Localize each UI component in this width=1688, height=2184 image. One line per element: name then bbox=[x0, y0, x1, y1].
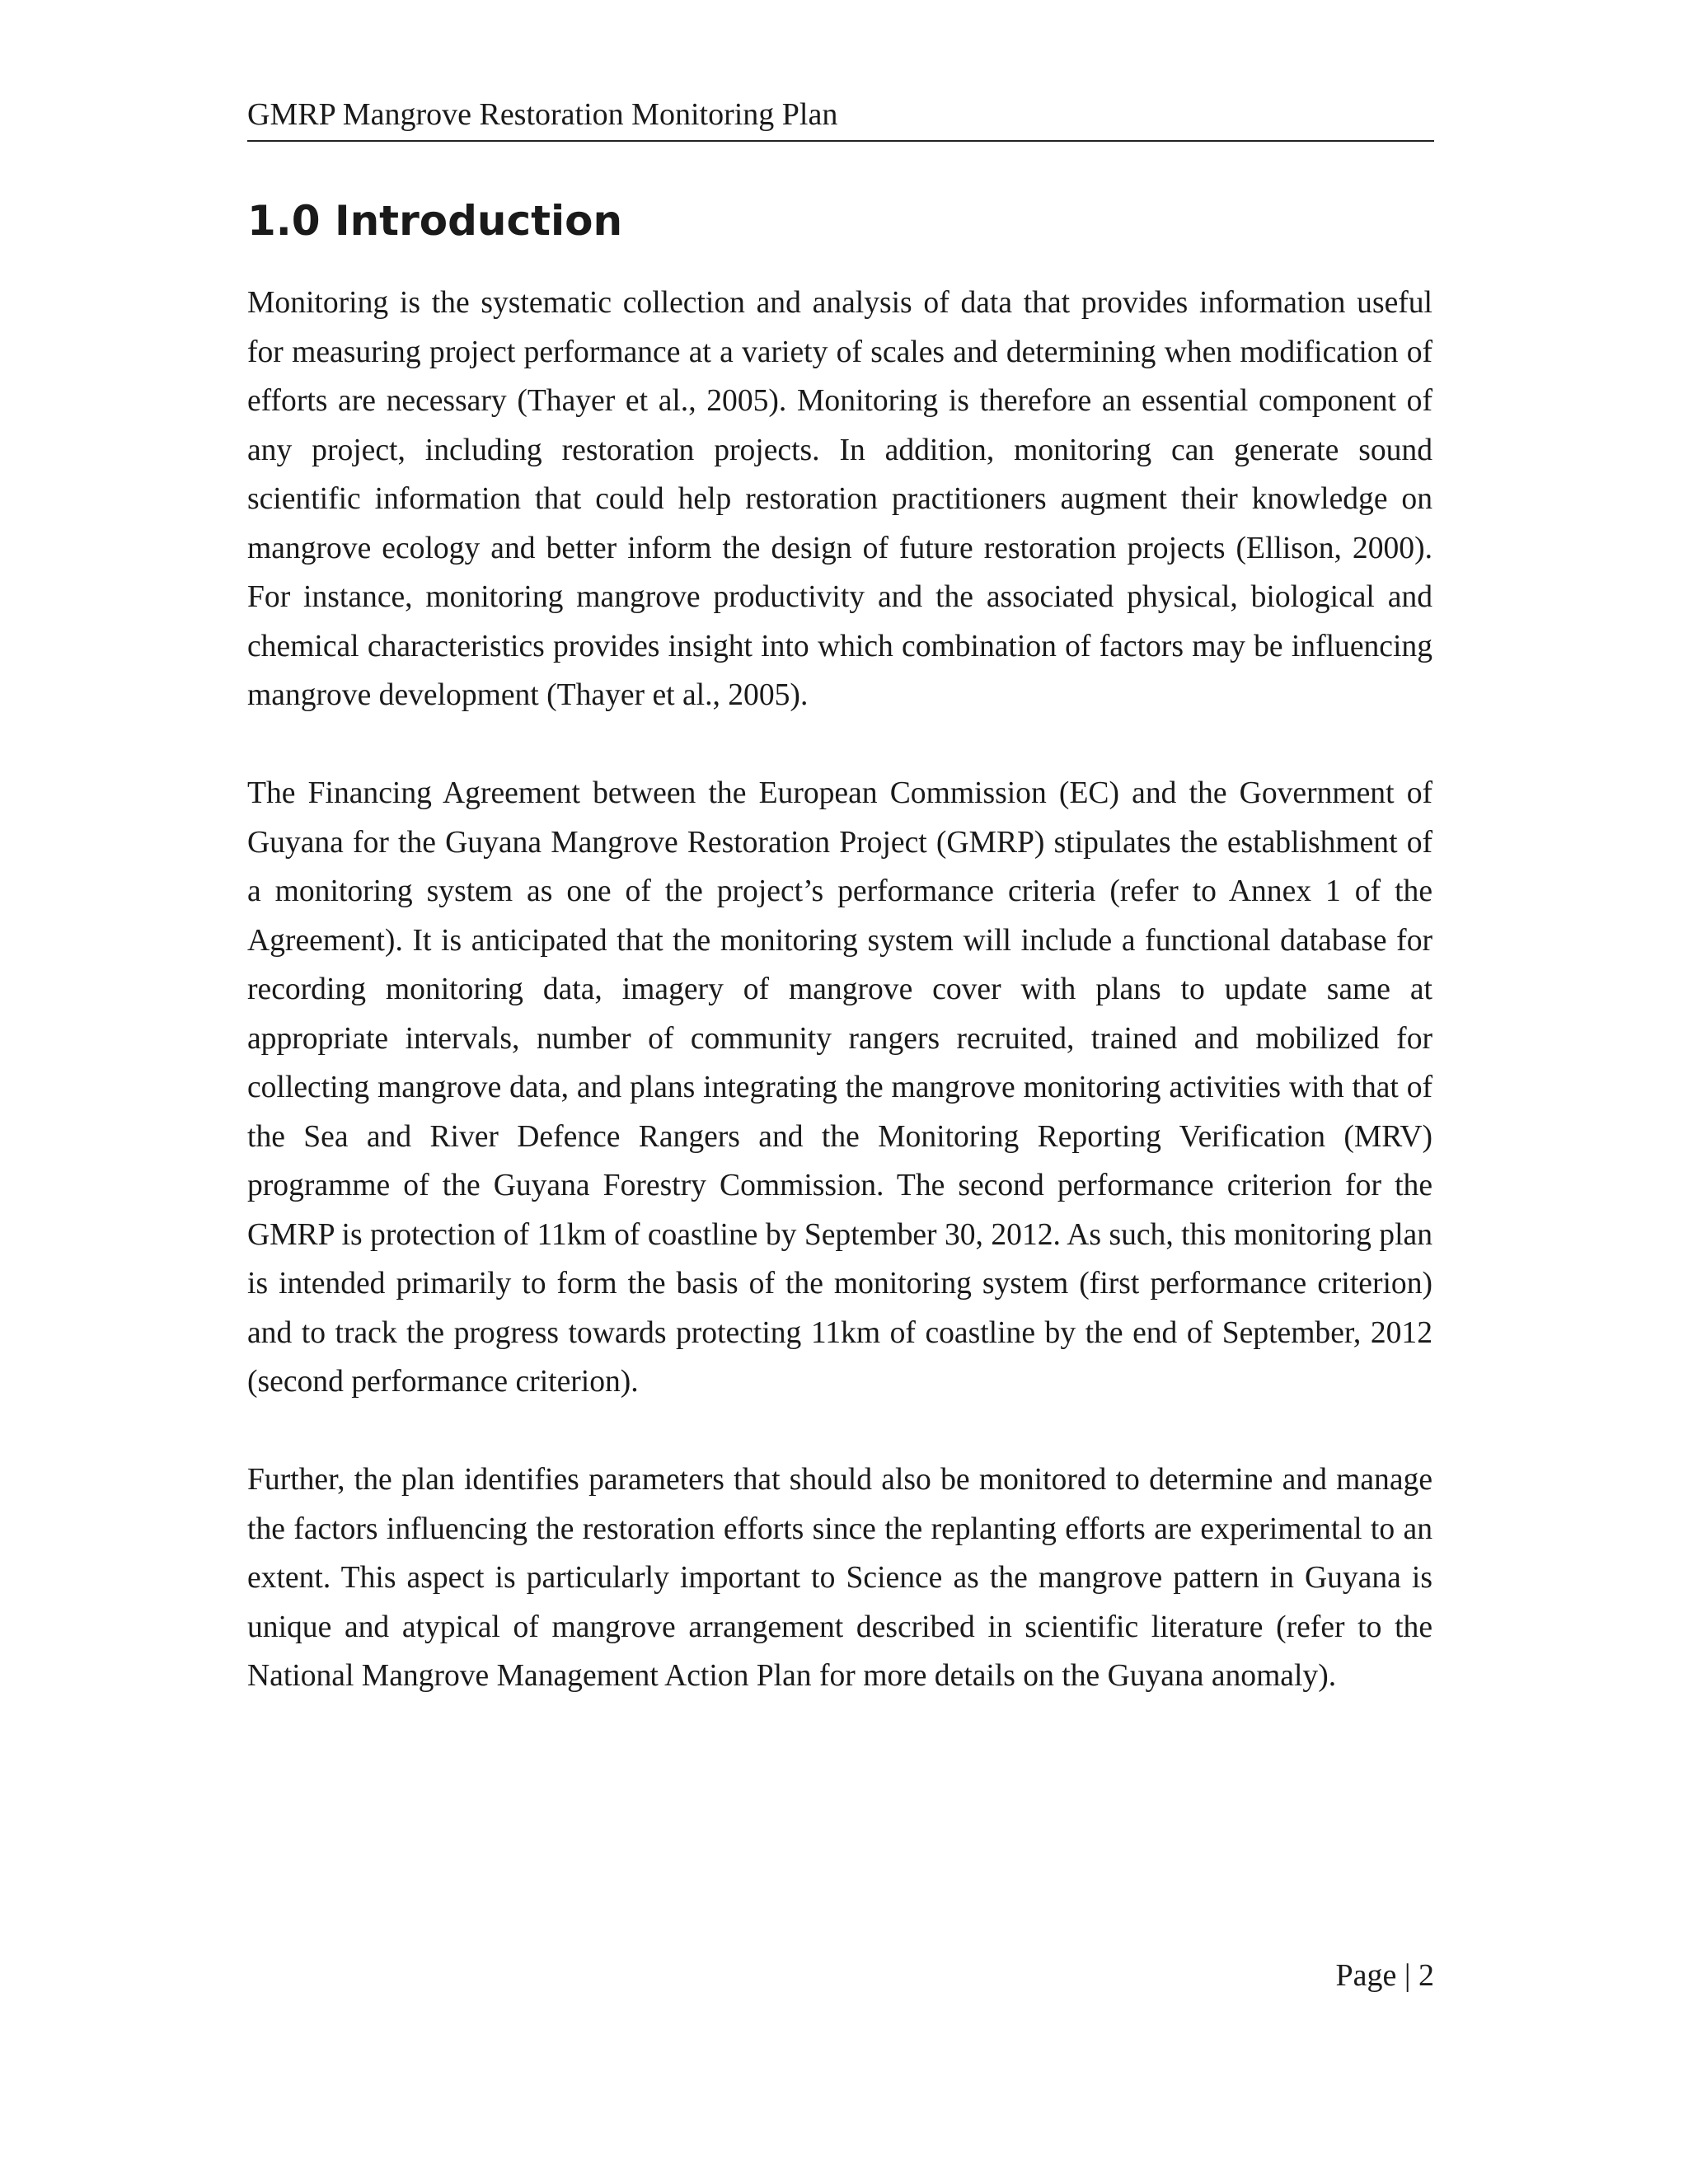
page-number: Page | 2 bbox=[1335, 1958, 1434, 1993]
running-header bbox=[247, 96, 1434, 142]
paragraph-financing-agreement: The Financing Agreement between the European Commission (EC) and the Government of Guyana for the Guyana Mangrove Restoration Project (GMRP) stipulates the establishment of a monitoring system as one of the project’s performance criteria (refer to Annex 1 of the Agreement). It is anticipated that the monitoring system will include a functional database for recording monitoring data, imagery of mangrove cover with plans to update same at appropriate intervals, number of community rangers recruited, trained and mobilized for collecting mangrove data, and plans integrating the mangrove monitoring activities with that of the Sea and River Defence Rangers and the Monitoring Reporting Verification (MRV) programme of the Guyana Forestry Commission. The second performance criterion for the GMRP is protection of 11km of coastline by September 30, 2012. As such, this monitoring plan is intended primarily to form the basis of the monitoring system (first performance criterion) and to track the progress towards protecting 11km of coastline by the end of September, 2012 (second performance criterion). bbox=[247, 776, 1432, 1399]
running-header-title: GMRP Mangrove Restoration Monitoring Plan bbox=[247, 97, 838, 132]
paragraph-further-parameters: Further, the plan identifies parameters that should also be monitored to determine and manage the factors influencing the restoration efforts since the replanting efforts are experimental to an extent. This aspect is particularly important to Science as the mangrove pattern in Guyana is unique and atypical of mangrove arrangement described in scientific literature (refer to the National Mangrove Management Action Plan for more details on the Guyana anomaly). bbox=[247, 1463, 1432, 1693]
body-text bbox=[247, 279, 1432, 1750]
section-title: 1.0 Introduction bbox=[247, 197, 623, 245]
paragraph-monitoring-definition: Monitoring is the systematic collection and analysis of data that provides information useful for measuring project performance at a variety of scales and determining when modification of efforts are necessary (Thayer et al., 2005). Monitoring is therefore an essential component of any project, including restoration projects. In addition, monitoring can generate sound scientific information that could help restoration practitioners augment their knowledge on mangrove ecology and better inform the design of future restoration projects (Ellison, 2000). For instance, monitoring mangrove productivity and the associated physical, biological and chemical characteristics provides insight into which combination of factors may be influencing mangrove development (Thayer et al., 2005). bbox=[247, 286, 1432, 712]
